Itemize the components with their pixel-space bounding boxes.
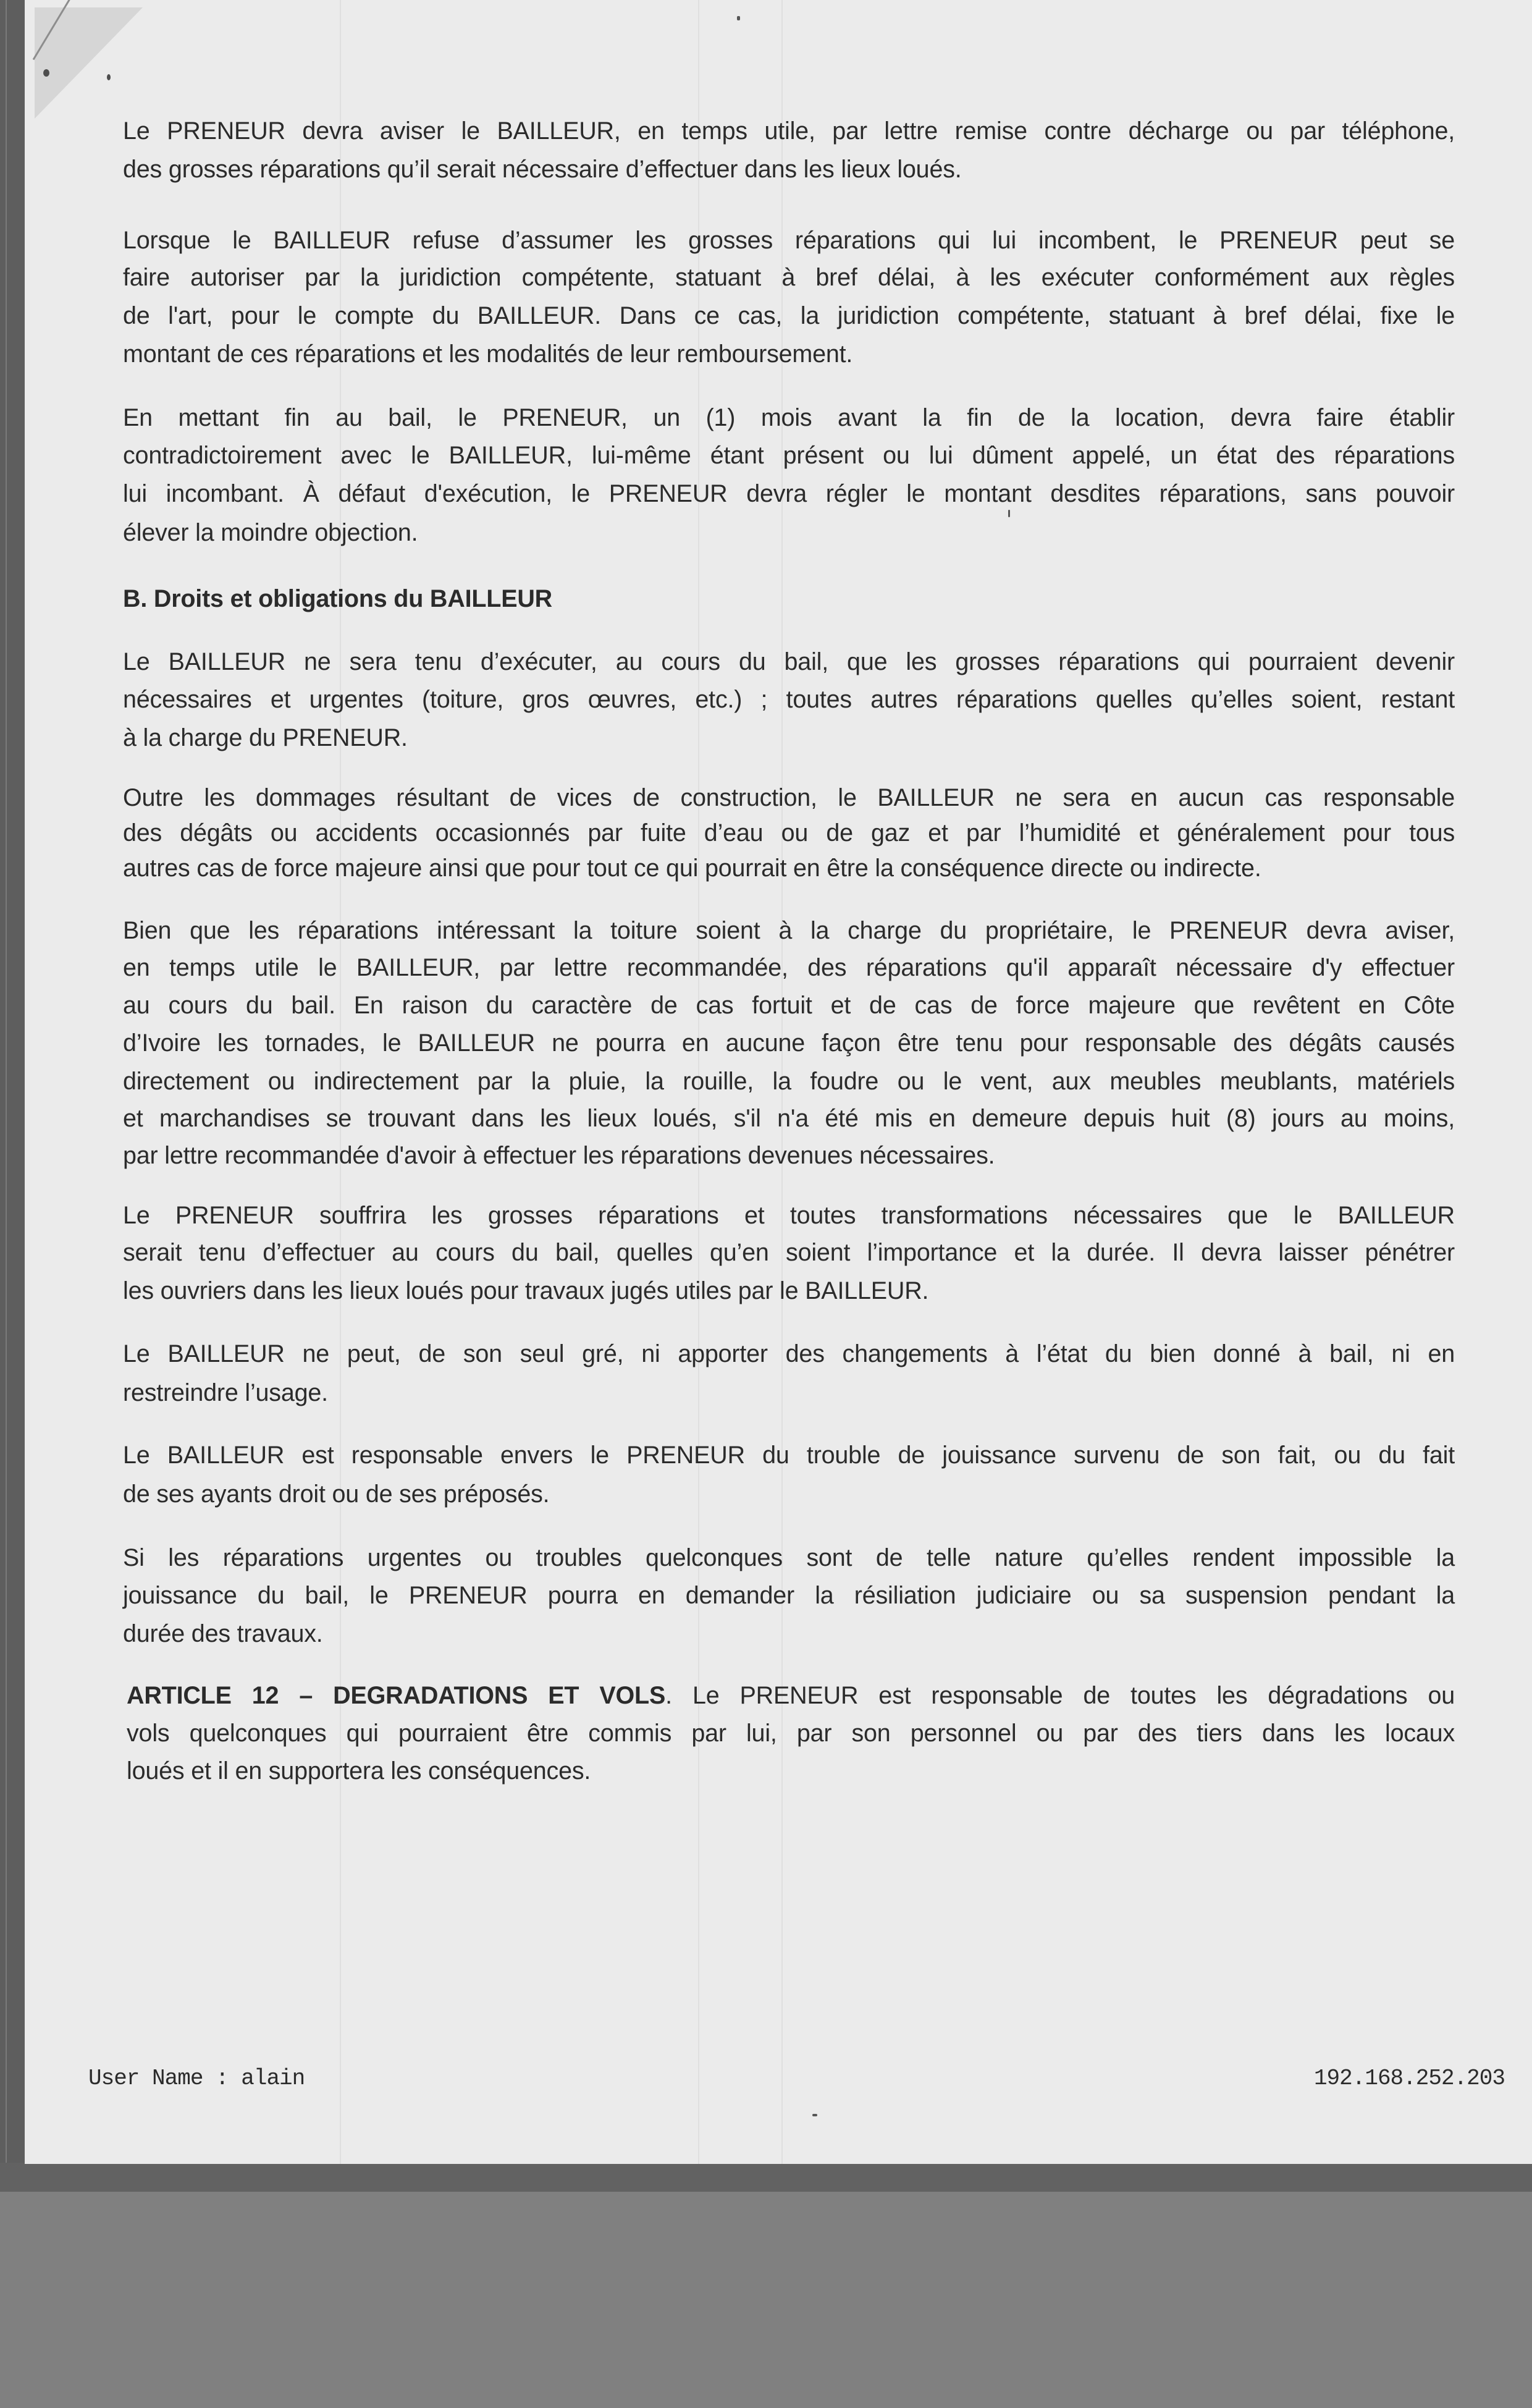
text-fragment: . Le PRENEUR est responsable de toutes les dégradations ou bbox=[665, 1682, 1455, 1709]
speck bbox=[737, 16, 740, 20]
text-line: directement ou indirectement par la pluie, la rouille, la foudre ou le vent, aux meubles meublants, matériels bbox=[123, 1068, 1455, 1095]
text-line: au cours du bail. En raison du caractère de cas fortuit et de cas de force majeure que revêtent en Côte bbox=[123, 992, 1455, 1019]
staple-hole bbox=[43, 69, 49, 77]
text-line: Outre les dommages résultant de vices de construction, le BAILLEUR ne sera en aucun cas responsable bbox=[123, 784, 1455, 811]
text-line: élever la moindre objection. bbox=[123, 519, 418, 546]
text-line: Le BAILLEUR ne sera tenu d’exécuter, au cours du bail, que les grosses réparations qui pourraient devenir bbox=[123, 648, 1455, 675]
text-line: d’Ivoire les tornades, le BAILLEUR ne pourra en aucune façon être tenu pour responsable des dégâts causés bbox=[123, 1029, 1455, 1057]
text-line: loués et il en supportera les conséquences. bbox=[127, 1757, 591, 1785]
text-line: Le PRENEUR devra aviser le BAILLEUR, en temps utile, par lettre remise contre décharge ou par téléphone, bbox=[123, 117, 1455, 145]
staple-hole bbox=[107, 74, 111, 80]
text-line: à la charge du PRENEUR. bbox=[123, 724, 408, 751]
text-line: des dégâts ou accidents occasionnés par fuite d’eau ou de gaz et par l’humidité et généralement pour tous bbox=[123, 819, 1455, 847]
text-line: Le BAILLEUR ne peut, de son seul gré, ni apporter des changements à l’état du bien donné à bail, ni en bbox=[123, 1340, 1455, 1367]
scanner-left-edge bbox=[0, 0, 25, 2192]
section-heading: B. Droits et obligations du BAILLEUR bbox=[123, 585, 553, 612]
text-line: lui incombant. À défaut d'exécution, le PRENEUR devra régler le montant desdites réparations, sans pouvoir bbox=[123, 480, 1455, 507]
text-line: Le PRENEUR souffrira les grosses réparations et toutes transformations nécessaires que le BAILLEUR bbox=[123, 1202, 1455, 1229]
text-line: des grosses réparations qu’il serait nécessaire d’effectuer dans les lieux loués. bbox=[123, 156, 962, 183]
speck bbox=[1008, 510, 1010, 517]
text-line: faire autoriser par la juridiction compétente, statuant à bref délai, à les exécuter conformément aux règles bbox=[123, 264, 1455, 291]
text-line: montant de ces réparations et les modalités de leur remboursement. bbox=[123, 340, 853, 368]
speck bbox=[812, 2114, 817, 2116]
scanner-edge-line bbox=[6, 0, 7, 2192]
article-title: ARTICLE 12 – DEGRADATIONS ET VOLS bbox=[127, 1682, 666, 1709]
text-line: Lorsque le BAILLEUR refuse d’assumer les grosses réparations qui lui incombent, le PRENEUR peut se bbox=[123, 227, 1455, 254]
article-12-first-line bbox=[127, 1681, 1455, 1710]
text-line: autres cas de force majeure ainsi que pour tout ce qui pourrait en être la conséquence directe ou indirecte. bbox=[123, 855, 1261, 882]
text-line: En mettant fin au bail, le PRENEUR, un (1) mois avant la fin de la location, devra faire établir bbox=[123, 404, 1455, 431]
text-line: restreindre l’usage. bbox=[123, 1379, 328, 1406]
folded-corner bbox=[35, 7, 143, 119]
footer-user-name: User Name : alain bbox=[88, 2066, 305, 2091]
text-line: contradictoirement avec le BAILLEUR, lui-même étant présent ou lui dûment appelé, un état des réparations bbox=[123, 442, 1455, 469]
text-line: Si les réparations urgentes ou troubles quelconques sont de telle nature qu’elles rendent impossible la bbox=[123, 1544, 1455, 1571]
text-line: par lettre recommandée d'avoir à effectuer les réparations devenues nécessaires. bbox=[123, 1142, 995, 1169]
text-line: nécessaires et urgentes (toiture, gros œuvres, etc.) ; toutes autres réparations quelles qu’elles soient, restant bbox=[123, 686, 1455, 713]
text-line: jouissance du bail, le PRENEUR pourra en demander la résiliation judiciaire ou sa suspension pendant la bbox=[123, 1582, 1455, 1609]
text-line: les ouvriers dans les lieux loués pour travaux jugés utiles par le BAILLEUR. bbox=[123, 1277, 929, 1304]
text-line: en temps utile le BAILLEUR, par lettre recommandée, des réparations qu'il apparaît nécessaire d'y effectuer bbox=[123, 954, 1455, 981]
text-line: vols quelconques qui pourraient être commis par lui, par son personnel ou par des tiers dans les locaux bbox=[127, 1720, 1455, 1747]
text-line: Le BAILLEUR est responsable envers le PRENEUR du trouble de jouissance survenu de son fait, ou du fait bbox=[123, 1442, 1455, 1469]
text-line: de l'art, pour le compte du BAILLEUR. Dans ce cas, la juridiction compétente, statuant à bref délai, fixe le bbox=[123, 302, 1455, 329]
text-line: serait tenu d’effectuer au cours du bail, quelles qu’en soient l’importance et la durée. Il devra laisser pénétrer bbox=[123, 1239, 1455, 1266]
text-line: de ses ayants droit ou de ses préposés. bbox=[123, 1481, 550, 1508]
text-line: Bien que les réparations intéressant la toiture soient à la charge du propriétaire, le PRENEUR devra aviser, bbox=[123, 917, 1455, 944]
scanner-bottom-edge bbox=[0, 2163, 1532, 2192]
text-line: durée des travaux. bbox=[123, 1620, 323, 1647]
footer-ip-address: 192.168.252.203 bbox=[1313, 2066, 1505, 2091]
text-line: et marchandises se trouvant dans les lieux loués, s'il n'a été mis en demeure depuis huit (8) jours au moins, bbox=[123, 1105, 1455, 1132]
